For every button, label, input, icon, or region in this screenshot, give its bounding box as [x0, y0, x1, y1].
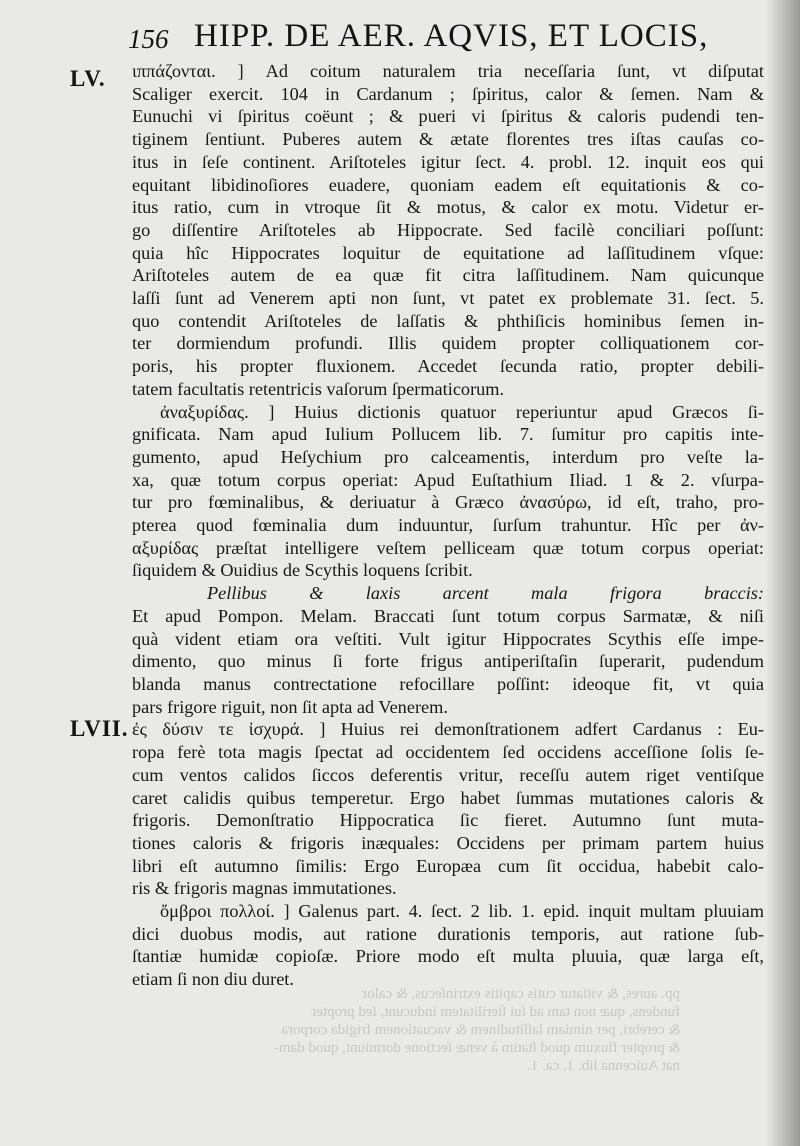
- text-line: αξυρίδας præſtat intelligere veſtem pelliceam quæ totum corpus operiat:: [132, 537, 764, 558]
- text-line: ιππάζονται. ] Ad coitum naturalem tria neceſſaria ſunt, vt diſputat: [132, 61, 764, 81]
- text-line: blanda manus contrectatione refocillare poſſint: ideoque fit, vt quia: [132, 673, 764, 694]
- text-line: go diſſentire Ariſtoteles ab Hippocrate. Sed facilè conciliari poſſunt:: [132, 219, 764, 240]
- text-line: itus ratio, cum in vtroque ſit & motus, & calor ex motu. Videtur er-: [132, 197, 764, 218]
- running-head: HIPP. DE AER. AQVIS, ET LOCIS,: [194, 18, 709, 54]
- section-label-lv: LV.: [70, 66, 106, 91]
- paragraph-lv: [132, 60, 764, 991]
- text-line: quà vident etiam ora veſtiti. Vult igitur Hippocrates Scythis eſſe impe-: [132, 628, 764, 649]
- text-line: ſiquidem & Ouidius de Scythis loquens ſcribit.: [132, 560, 473, 581]
- text-line: quia hîc Hippocrates loquitur de equitatione ad laſſitudinem vſque:: [132, 242, 764, 263]
- text-line: poris, his propter fluxionem. Accedet ſecunda ratio, propter debili-: [132, 356, 764, 377]
- page-number: 156: [128, 24, 169, 54]
- text-line: laſſi ſunt ad Venerem apti non ſunt, vt patet ex problemate 31. ſect. 5.: [132, 288, 764, 309]
- text-line: tatem facultatis retentricis vaſorum ſpermaticorum.: [132, 378, 505, 399]
- text-line: ἀναξυρίδας. ] Huius dictionis quatuor reperiuntur apud Græcos ſi-: [160, 401, 764, 422]
- text-line: dici duobus modis, aut ratione durationis temporis, aut ratione ſub-: [132, 923, 764, 944]
- text-line: cum ventos calidos ſiccos deferentis vritur, receſſu autem riget ventiſque: [132, 764, 764, 785]
- text-line: ropa ferè tota magis ſpectat ad occidentem ſed occidens acceſſione ſolis ſe-: [132, 742, 764, 763]
- text-line: quo contendit Ariſtoteles de laſſatis & phthiſicis hominibus ſemen in-: [132, 310, 764, 331]
- text-line: pars frigore riguit, non ſit apta ad Venerem.: [132, 696, 448, 717]
- text-line: ἐς δύσιν τε ἰσχυρά. ] Huius rei demonſtrationem adfert Cardanus : Eu-: [132, 719, 764, 740]
- text-line: itus in ſeſe continent. Ariſtoteles igitur ſect. 4. probl. 12. inquit eos qui: [132, 151, 764, 172]
- text-line: tur pro fœminalibus, & deriuatur à Græco ἀνασύρω, id eſt, traho, pro-: [132, 492, 764, 513]
- text-line: gnificata. Nam apud Iulium Pollucem lib. 7. ſumitur pro capitis inte-: [132, 424, 764, 445]
- text-line: Ariſtoteles autem de ea quæ fit citra laſſitudinem. Nam quicunque: [132, 265, 764, 286]
- text-line: frigoris. Demonſtratio Hippocratica ſic fieret. Autumno ſunt muta-: [132, 810, 764, 831]
- text-line: equitant libidinoſiores euadere, quoniam eadem eſt equitationis & co-: [132, 174, 764, 195]
- section-label-lvii: LVII.: [70, 716, 129, 741]
- text-line: Et apud Pompon. Melam. Braccati ſunt totum corpus Sarmatæ, & niſi: [132, 605, 764, 626]
- text-line: Eunuchi vi ſpiritus coëunt ; & pueri vi ſpiritus & caloris pudendi ten-: [132, 106, 764, 127]
- text-line: ὄμβροι πολλοί. ] Galenus part. 4. ſect. 2 lib. 1. epid. inquit multam pluuiam: [160, 901, 764, 922]
- text-line: ris & frigoris magnas immutationes.: [132, 878, 397, 899]
- text-line: gumento, apud Heſychium pro calceamentis, interdum pro veſte la-: [132, 446, 764, 467]
- text-line: ſtantiæ humidæ copioſæ. Priore modo eſt multa pluuia, quæ larga eſt,: [132, 946, 764, 967]
- text-line: tiones caloris & frigoris inæquales: Occidens per primam partem huius: [132, 832, 764, 853]
- text-line: libri eſt autumno ſimilis: Ergo Europæa cum ſit occidua, habebit calo-: [132, 855, 764, 876]
- text-line: pterea quod fœminalia dum induuntur, ſurſum trahuntur. Hîc per ἀν-: [132, 515, 764, 536]
- verse-quotation: Pellibus & laxis arcent mala frigora braccis:: [207, 583, 764, 604]
- text-line: dimento, quo minus ſi forte frigus antiperiſtaſin ſuperarit, pudendum: [132, 651, 764, 672]
- text-line: ter dormiendum profundi. Illis quidem propter colliquationem cor-: [132, 333, 764, 354]
- text-line: caret calidis quibus temperetur. Ergo habet ſummas mutationes caloris &: [132, 787, 764, 808]
- text-line: xa, quæ totum corpus operiat: Apud Euſtathium Iliad. 1 & 2. vſurpa-: [132, 469, 764, 490]
- bleed-through-text: pp. aures, & vitiatur cutis capitis extrinſecus, & calor fundens, quæ non tam ad ſui ſterilitatem inducunt, ſed propter & cerebri, per nimiam laſſitudinem & vacuationem frigida corpora & propter fluxum quod ſtatim à venæ ſectione dormiunt, quod dam- nat Auicenna lib. 1. ca. 1.: [273, 986, 680, 1074]
- text-line: etiam ſi non diu duret.: [132, 969, 294, 990]
- text-line: Scaliger exercit. 104 in Cardanum ; ſpiritus, calor & ſemen. Nam &: [132, 83, 764, 104]
- text-line: tiginem ſentiunt. Puberes autem & ætate florentes tres iſtas cauſas co-: [132, 129, 764, 150]
- page-header: [128, 18, 768, 58]
